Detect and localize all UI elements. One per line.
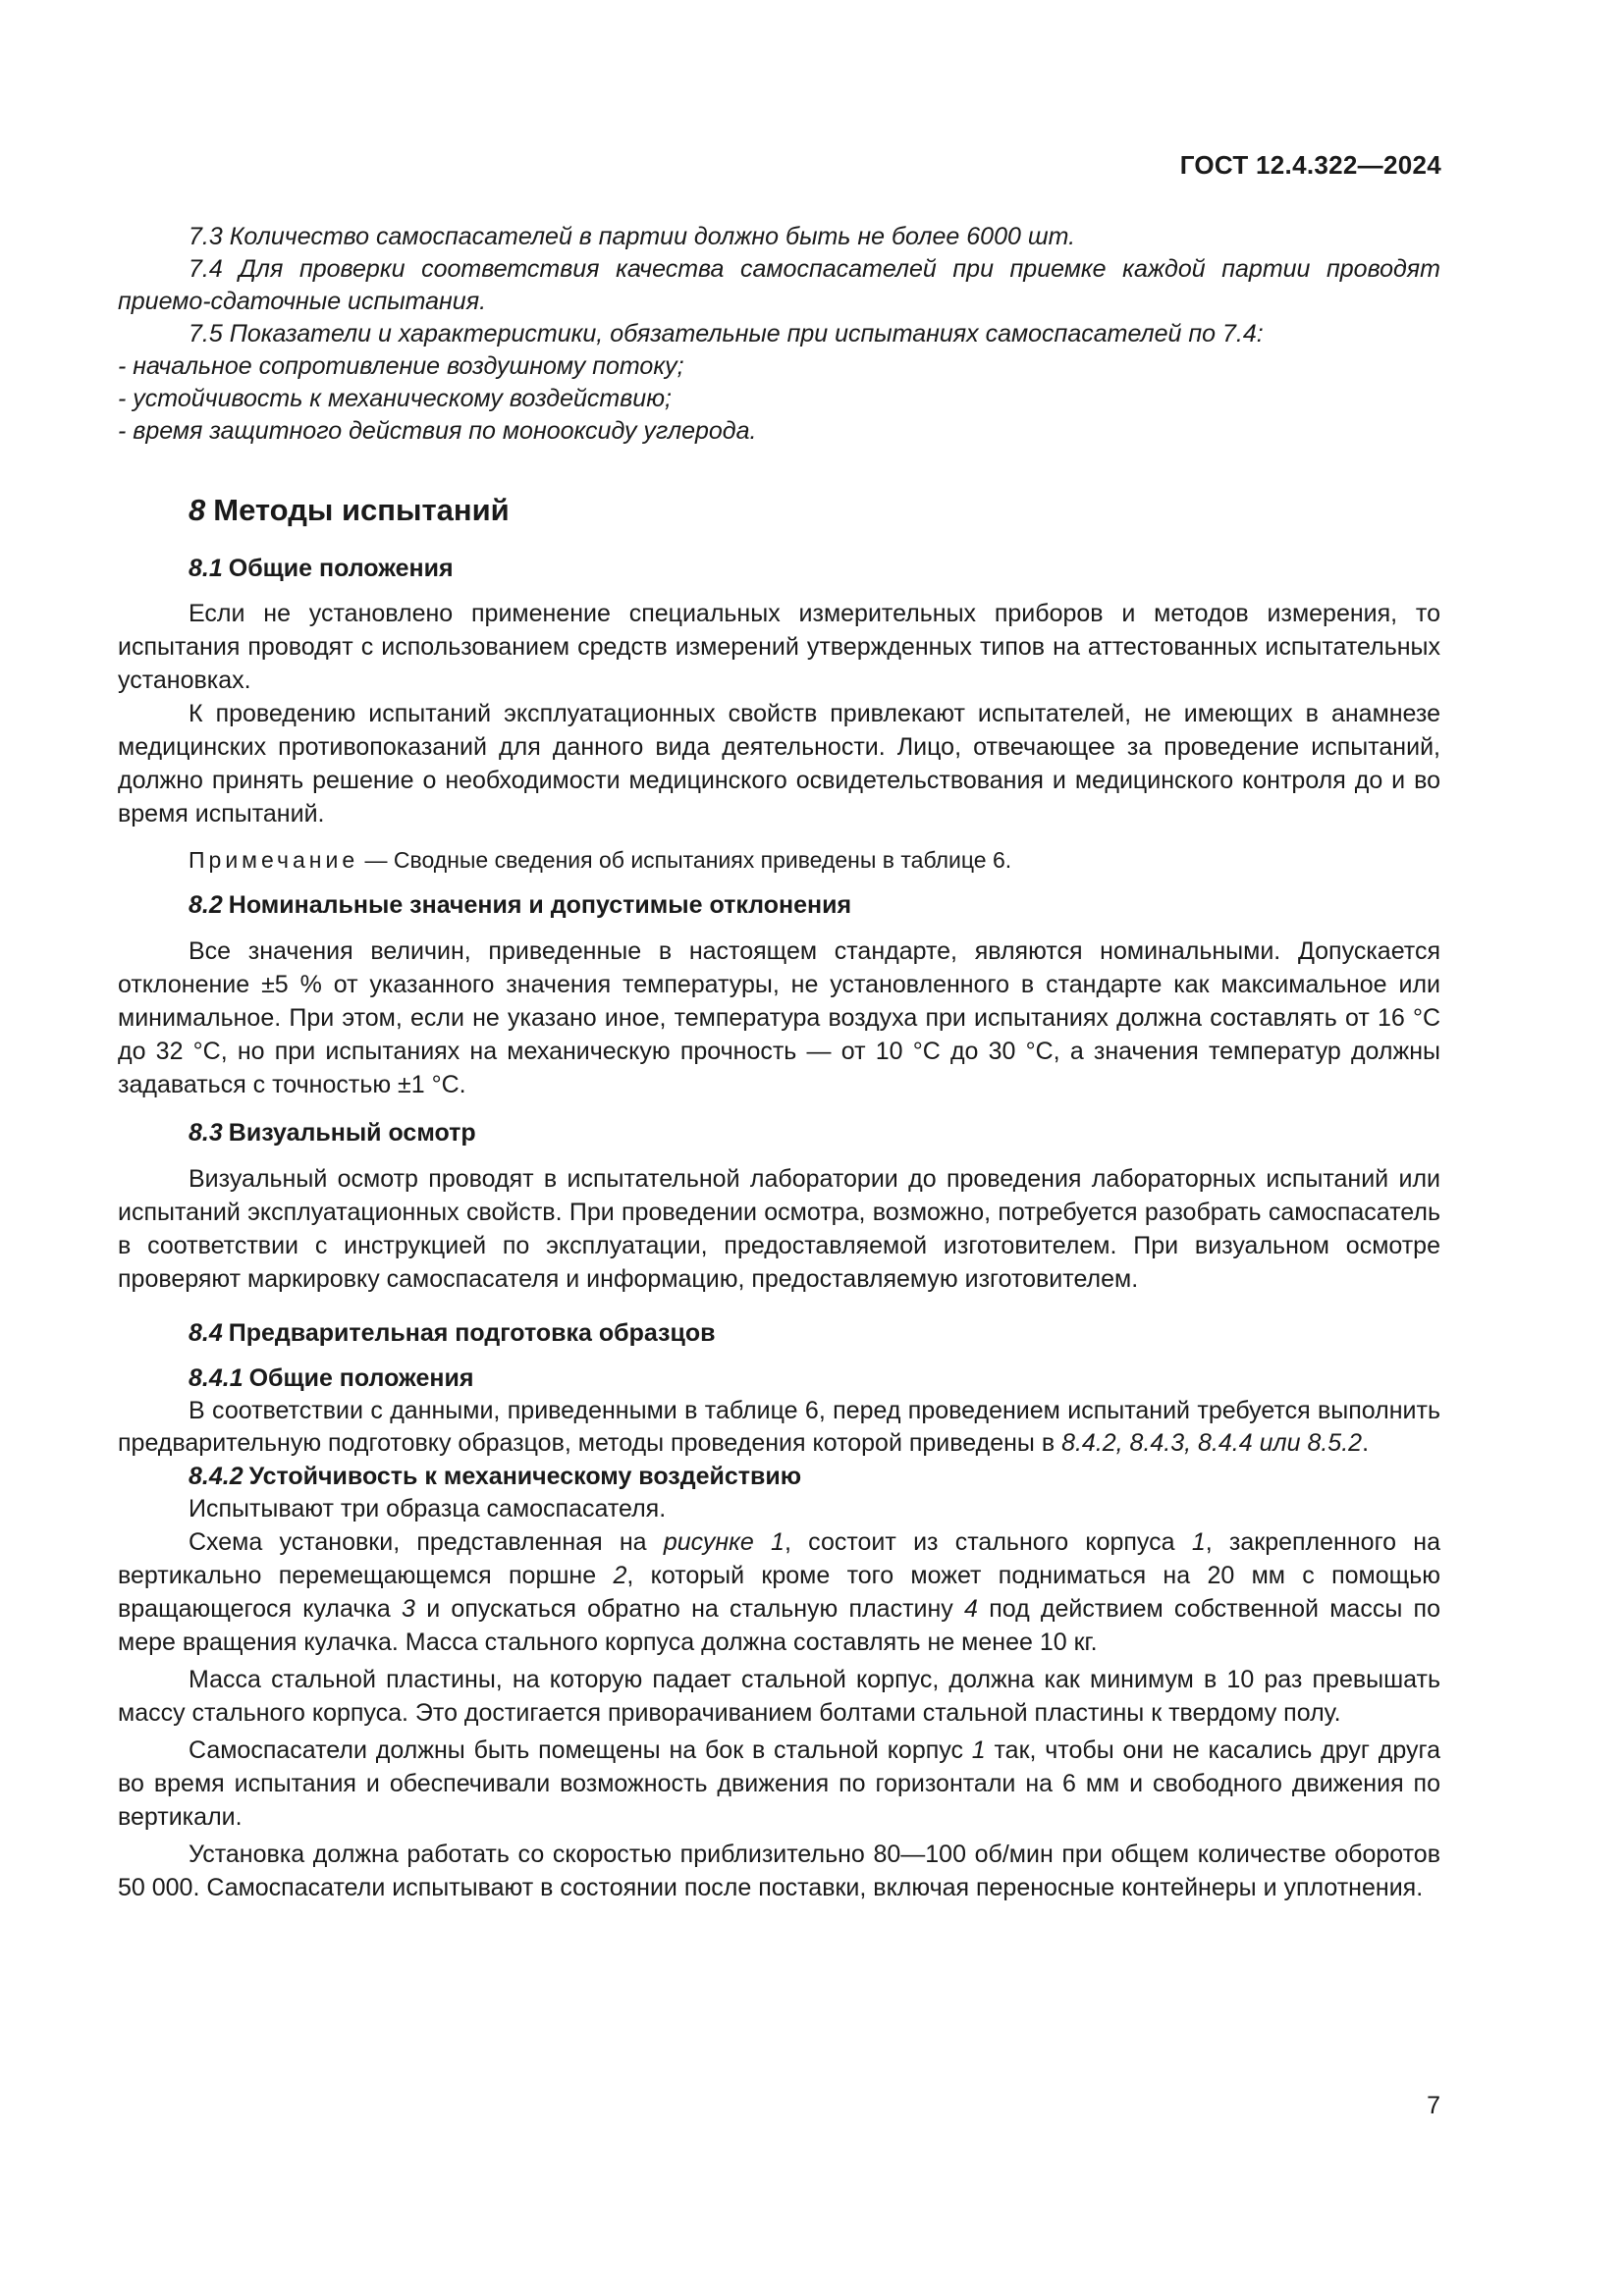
subsection-number: 8.1 [189, 555, 223, 582]
subsection-title: Устойчивость к механическому воздействию [248, 1463, 802, 1490]
paragraph: Масса стальной пластины, на которую падает стальной корпус, должна как минимум в 10 раз превышать массу стального корпуса. Это достигается приворачиванием болтами стальной пластины к твердому полу. [118, 1666, 1440, 1727]
item-number: 2 [613, 1562, 627, 1589]
subsection-number: 8.4.2 [189, 1463, 244, 1490]
section-title: Методы испытаний [213, 493, 510, 527]
subsection-8-2-heading [189, 888, 1440, 922]
item-number: 1 [971, 1736, 986, 1764]
paragraph: Визуальный осмотр проводят в испытательной лаборатории до проведения лабораторных испытаний или испытаний эксплуатационных свойств. При проведении осмотра, возможно, потребуется разобрать самоспасатель в соответствии с инструкцией по эксплуатации, предоставляемой изготовителем. При визуальном осмотре проверяют маркировку самоспасателя и информацию, предоставляемую изготовителем. [118, 1165, 1440, 1293]
paragraph: Установка должна работать со скоростью приблизительно 80—100 об/мин при общем количестве оборотов 50 000. Самоспасатели испытывают в состоянии после поставки, включая переносные контейнеры и уплотнения. [118, 1841, 1440, 1901]
text: , закрепленного на вертикально перемещающемся поршне [118, 1528, 1440, 1589]
text: под действием собственной массы по мере вращения кулачка. Масса стального корпуса должна составлять не менее 10 кг. [118, 1595, 1440, 1656]
note-text: — Сводные сведения об испытаниях приведены в таблице 6. [358, 847, 1012, 873]
subsection-number: 8.3 [189, 1119, 223, 1147]
standard-code-header: ГОСТ 12.4.322—2024 [1179, 150, 1441, 180]
subsection-title: Общие положения [248, 1364, 474, 1392]
paragraph: К проведению испытаний эксплуатационных свойств привлекают испытателей, не имеющих в анамнезе медицинских противопоказаний для данного вида деятельности. Лицо, отвечающее за проведение испытаний, должно принять решение о необходимости медицинского освидетельствования и медицинского контроля до и во время испытаний. [118, 700, 1440, 828]
paragraph [118, 1395, 1440, 1460]
clause-reference: 8.4.2, 8.4.3, 8.4.4 или 8.5.2 [1061, 1429, 1363, 1457]
item-number: 1 [1191, 1528, 1206, 1556]
item-number: 4 [964, 1595, 978, 1623]
clause-7-5: 7.5 Показатели и характеристики, обязательные при испытаниях самоспасателей по 7.4: [189, 320, 1264, 347]
subsection-number: 8.4.1 [189, 1364, 244, 1392]
subsection-title: Номинальные значения и допустимые отклонения [228, 891, 852, 919]
subsection-number: 8.4 [189, 1319, 223, 1347]
section-8-heading [189, 491, 1440, 530]
item-number: 3 [402, 1595, 415, 1623]
subsection-8-4-2-heading [189, 1460, 1440, 1493]
text: Самоспасатели должны быть помещены на бок в стальной корпус [189, 1736, 972, 1764]
figure-reference: рисунке 1 [663, 1528, 785, 1556]
list-item: - начальное сопротивление воздушному потоку; [118, 352, 684, 380]
text: так, чтобы они не касались друг друга во время испытания и обеспечивали возможность движения по горизонтали на 6 мм и свободного движения по вертикали. [118, 1736, 1440, 1831]
paragraph: Все значения величин, приведенные в настоящем стандарте, являются номинальными. Допускается отклонение ±5 % от указанного значения температуры, не установленного в стандарте как максимальное или минимальное. При этом, если не указано иное, температура воздуха при испытаниях должна составлять от 16 °С до 32 °С, но при испытаниях на механическую прочность — от 10 °С до 30 °С, а значения температур должны задаваться с точностью ±1 °С. [118, 937, 1440, 1098]
text: Схема установки, представленная на [189, 1528, 664, 1556]
paragraph [118, 1525, 1440, 1659]
clause-7-3: 7.3 Количество самоспасателей в партии должно быть не более 6000 шт. [189, 223, 1076, 250]
page-content [118, 221, 1440, 1904]
clause-7-4: 7.4 Для проверки соответствия качества самоспасателей при приемке каждой партии проводят приемо-сдаточные испытания. [118, 255, 1440, 315]
subsection-title: Визуальный осмотр [228, 1119, 476, 1147]
list-item: - устойчивость к механическому воздействию; [118, 385, 672, 412]
subsection-8-4-heading [189, 1316, 1440, 1350]
section-number: 8 [189, 493, 206, 527]
text: В соответствии с данными, приведенными в таблице 6, перед проведением испытаний требуется выполнить предварительную подготовку образцов, методы проведения которой приведены в [118, 1397, 1440, 1457]
subsection-8-1-heading [189, 552, 1440, 585]
subsection-title: Общие положения [228, 555, 454, 582]
paragraph [118, 1734, 1440, 1834]
subsection-8-4-1-heading [189, 1362, 1440, 1395]
page-number: 7 [1427, 2092, 1440, 2119]
subsection-title: Предварительная подготовка образцов [228, 1319, 716, 1347]
note-label: Примечание [189, 847, 359, 873]
paragraph: Если не установлено применение специальных измерительных приборов и методов измерения, то испытания проводят с использованием средств измерений утвержденных типов на аттестованных испытательных установках. [118, 600, 1440, 694]
note [189, 844, 1440, 876]
subsection-8-3-heading [189, 1116, 1440, 1149]
subsection-number: 8.2 [189, 891, 223, 919]
text: , состоит из стального корпуса [784, 1528, 1192, 1556]
text: , который кроме того может подниматься на 20 мм с помощью вращающегося кулачка [118, 1562, 1440, 1623]
paragraph: Испытывают три образца самоспасателя. [189, 1495, 667, 1522]
list-item: - время защитного действия по монооксиду углерода. [118, 417, 757, 445]
text: . [1362, 1429, 1370, 1457]
text: и опускаться обратно на стальную пластину [414, 1595, 965, 1623]
